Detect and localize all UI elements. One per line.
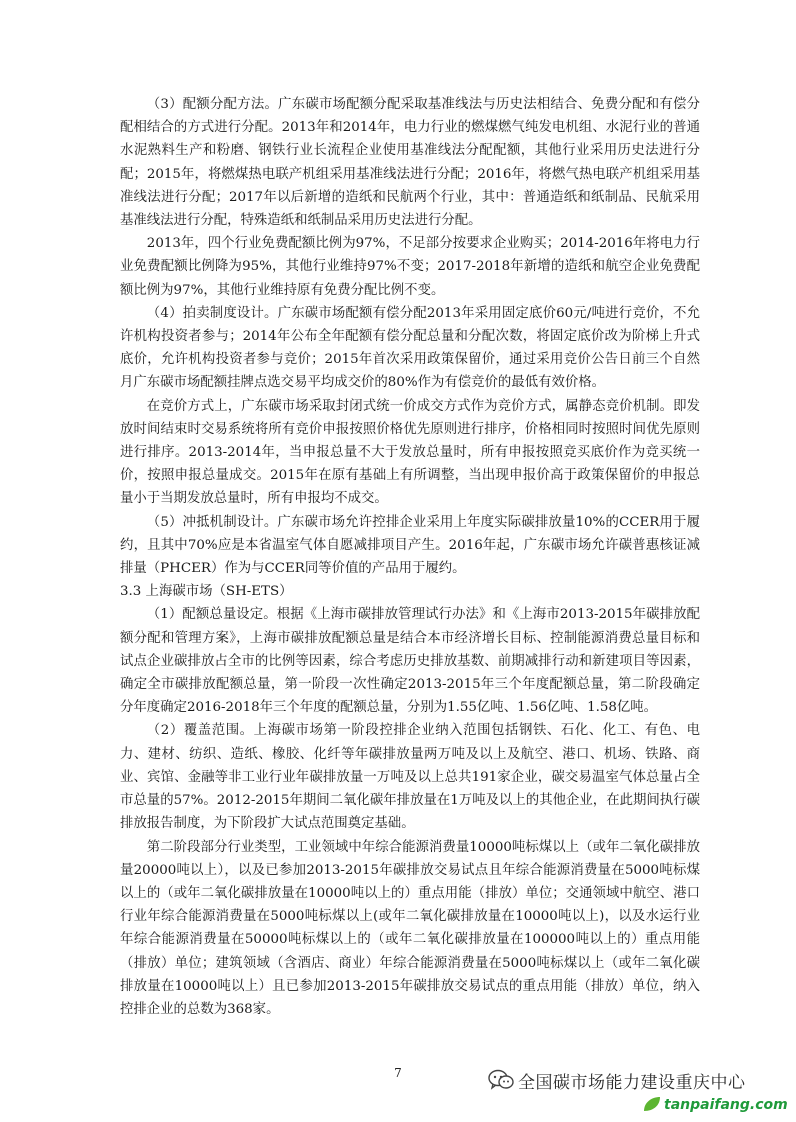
- paragraph-coverage: （2）覆盖范围。上海碳市场第一阶段控排企业纳入范围包括钢铁、石化、化工、有色、电力、建材、纺织、造纸、橡胶、化纤等年碳排放量两万吨及以上及航空、港口、机场、铁路、商业、宾馆、金融等非工业行业年碳排放量一万吨及以上总共191家企业，碳交易温室气体总量占全市总量的57%。2012-2015年期间二氧化碳年排放量在1万吨及以上的其他企业，在此期间执行碳排放报告制度，为下阶段扩大试点范围奠定基础。: [120, 723, 700, 832]
- watermark-title: 全国碳市场能力建设重庆中心: [518, 1072, 746, 1093]
- page-number: 7: [394, 1066, 402, 1080]
- watermark-url: [642, 1094, 788, 1114]
- paragraph-free-allowance-ratio: 2013年，四个行业免费配额比例为97%，不足部分按要求企业购买；2014-2016年将电力行业免费配额比例降为95%，其他行业维持97%不变；2017-2018年新增的造纸和航空企业免费配额比例为97%，其他行业维持原有免费分配比例不变。: [120, 236, 700, 298]
- leaf-icon: [644, 1097, 660, 1111]
- document-body: [120, 93, 700, 1021]
- paragraph-phase-two: 第二阶段部分行业类型，工业领域中年综合能源消费量10000吨标煤以上（或年二氧化碳排放量20000吨以上），以及已参加2013-2015年碳排放交易试点且年综合能源消费量在5000吨标煤以上的（或年二氧化碳排放量在10000吨以上的）重点用能（排放）单位；交通领域中航空、港口行业年综合能源消费量在5000吨标煤以上(或年二氧化碳排放量在10000吨以上)，以及水运行业年综合能源消费量在50000吨标煤以上的（或年二氧化碳排放量在100000吨以上的）重点用能（排放）单位；建筑领域（含酒店、商业）年综合能源消费量在5000吨标煤以上（或年二氧化碳排放量在10000吨以上）且已参加2013-2015年碳排放交易试点的重点用能（排放）单位，纳入控排企业的总数为368家。: [120, 839, 700, 1017]
- section-heading-shanghai: 3.3 上海碳市场（SH-ETS）: [120, 584, 293, 600]
- watermark-url-text: tanpaifang.com: [664, 1097, 788, 1113]
- watermark: [488, 1068, 788, 1116]
- paragraph-total-allowance: （1）配额总量设定。根据《上海市碳排放管理试行办法》和《上海市2013-2015年碳排放配额分配和管理方案》，上海市碳排放配额总量是结合本市经济增长目标、控制能源消费总量目标和试点企业碳排放占全市的比例等因素，综合考虑历史排放基数、前期减排行动和新建项目等因素，确定全市碳排放配额总量，第一阶段一次性确定2013-2015年三个年度配额总量，第二阶段确定分年度确定2016-2018年三个年度的配额总量，分别为1.55亿吨、1.56亿吨、1.58亿吨。: [120, 607, 700, 716]
- paragraph-auction-design: （4）拍卖制度设计。广东碳市场配额有偿分配2013年采用固定底价60元/吨进行竞价，不允许机构投资者参与；2014年公布全年配额有偿分配总量和分配次数，将固定底价改为阶梯上升式底价，允许机构投资者参与竞价；2015年首次采用政策保留价，通过采用竞价公告日前三个自然月广东碳市场配额挂牌点选交易平均成交价的80%作为有偿竞价的最低有效价格。: [120, 305, 700, 391]
- paragraph-offset-mechanism: （5）冲抵机制设计。广东碳市场允许控排企业采用上年度实际碳排放量10%的CCER用于履约，且其中70%应是本省温室气体自愿减排项目产生。2016年起，广东碳市场允许碳普惠核证减排量（PHCER）作为与CCER同等价值的产品用于履约。: [120, 514, 700, 577]
- paragraph-bidding-method: 在竞价方式上，广东碳市场采取封闭式统一价成交方式作为竞价方式，属静态竞价机制。即发放时间结束时交易系统将所有竞价申报按照价格优先原则进行排序，价格相同时按照时间优先原则进行排序。2013-2014年，当申报总量不大于发放总量时，所有申报按照竞买底价作为竞买统一价，按照申报总量成交。2015年在原有基础上有所调整，当出现申报价高于政策保留价的申报总量小于当期发放总量时，所有申报均不成交。: [120, 398, 700, 507]
- paragraph-allocation-method: （3）配额分配方法。广东碳市场配额分配采取基准线法与历史法相结合、免费分配和有偿分配相结合的方式进行分配。2013年和2014年，电力行业的燃煤燃气纯发电机组、水泥行业的普通水泥熟料生产和粉磨、钢铁行业长流程企业使用基准线法分配配额，其他行业采用历史法进行分配；2015年，将燃煤热电联产机组采用基准线法进行分配；2016年，将燃气热电联产机组采用基准线法进行分配；2017年以后新增的造纸和民航两个行业，其中：普通造纸和纸制品、民航采用基准线法进行分配，特殊造纸和纸制品采用历史法进行分配。: [120, 97, 700, 229]
- wechat-icon: [488, 1069, 514, 1091]
